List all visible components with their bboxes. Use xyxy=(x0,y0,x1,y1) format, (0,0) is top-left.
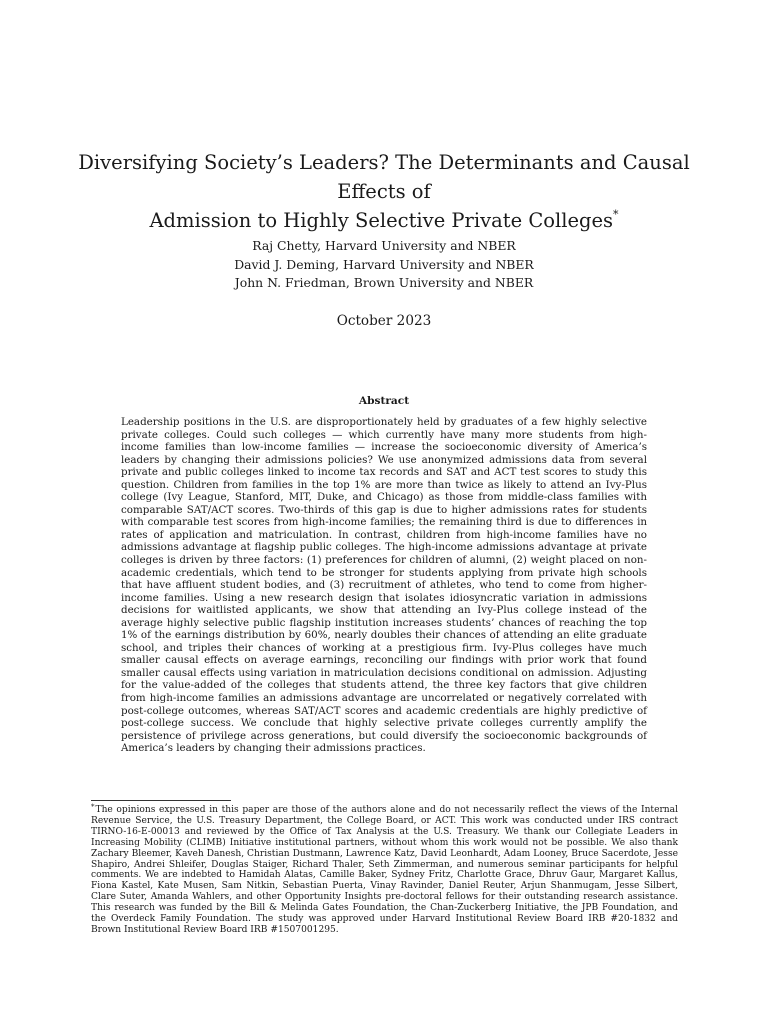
author-1: Raj Chetty, Harvard University and NBER xyxy=(252,238,516,253)
paper-title xyxy=(60,148,708,238)
publication-date: October 2023 xyxy=(336,313,432,329)
footnote xyxy=(91,805,678,936)
author-2: David J. Deming, Harvard University and NBER xyxy=(234,256,534,272)
author-list xyxy=(84,237,684,293)
footnote-mark: * xyxy=(91,803,95,811)
footnote-divider xyxy=(91,800,231,801)
abstract-text: Leadership positions in the U.S. are disproportionately held by graduates of a few highly selective private colleges. Could such colleges — which currently have many more students from high-income families than low-income families — increase the socioeconomic diversity of America’s leaders by changing their admissions policies? We use anonymized admissions data from several private and public colleges linked to income tax records and SAT and ACT test scores to study this question. Children from families in the top 1% are more than twice as likely to attend an Ivy-Plus college (Ivy League, Stanford, MIT, Duke, and Chicago) as those from middle-class families with comparable SAT/ACT scores. Two-thirds of this gap is due to higher admissions rates for students with comparable test scores from high-income families; the remaining third is due to differences in rates of application and matriculation. In contrast, children from high-income families have no admissions advantage at flagship public colleges. The high-income admissions advantage at private colleges is driven by three factors: (1) preferences for children of alumni, (2) weight placed on non-academic credentials, which tend to be stronger for students applying from private high schools that have affluent student bodies, and (3) recruitment of athletes, who tend to come from higher-income families. Using a new research design that isolates idiosyncratic variation in admissions decisions for waitlisted applicants, we show that attending an Ivy-Plus college instead of the average highly selective public flagship institution increases students’ chances of reaching the top 1% of the earnings distribution by 60%, nearly doubles their chances of attending an elite graduate school, and triples their chances of working at a prestigious firm. Ivy-Plus colleges have much smaller causal effects on average earnings, reconciling our findings with prior work that found smaller causal effects using variation in matriculation decisions conditional on admission. Adjusting for the value-added of the colleges that students attend, the three key factors that give children from high-income families an admissions advantage are uncorrelated or negatively correlated with post-college outcomes, whereas SAT/ACT scores and academic credentials are highly predictive of post-college success. We conclude that highly selective private colleges currently amplify the persistence of privilege across generations, but could diversify the socioeconomic backgrounds of America’s leaders by changing their admissions practices. xyxy=(121,416,647,755)
title-footnote-mark: * xyxy=(613,208,619,221)
abstract-heading: Abstract xyxy=(358,395,410,407)
title-line-2-text: Admission to Highly Selective Private Colleges xyxy=(149,209,614,232)
footnote-text: The opinions expressed in this paper are those of the authors alone and do not necessarily reflect the views of the Internal Revenue Service, the U.S. Treasury Department, the College Board, or ACT. This work was conducted under IRS contract TIRNO-16-E-00013 and reviewed by the Office of Tax Analysis at the U.S. Treasury. We thank our Collegiate Leaders in Increasing Mobility (CLIMB) Initiative institutional partners, without whom this work would not be possible. We also thank Zachary Bleemer, Kaveh Danesh, Christian Dustmann, Lawrence Katz, David Leonhardt, Adam Looney, Bruce Sacerdote, Jesse Shapiro, Andrei Shleifer, Douglas Staiger, Richard Thaler, Seth Zimmerman, and numerous seminar participants for helpful comments. We are indebted to Hamidah Alatas, Camille Baker, Sydney Fritz, Charlotte Grace, Dhruv Gaur, Margaret Kallus, Fiona Kastel, Kate Musen, Sam Nitkin, Sebastian Puerta, Vinay Ravinder, Daniel Reuter, Arjun Shanmugam, Jesse Silbert, Clare Suter, Amanda Wahlers, and other Opportunity Insights pre-doctoral fellows for their outstanding research assistance. This research was funded by the Bill & Melinda Gates Foundation, the Chan-Zuckerberg Initiative, the JPB Foundation, and the Overdeck Family Foundation. The study was approved under Harvard Institutional Review Board IRB #20-1832 and Brown Institutional Review Board IRB #1507001295. xyxy=(91,805,678,935)
author-3: John N. Friedman, Brown University and NBER xyxy=(234,275,534,290)
title-line-1: Diversifying Society’s Leaders? The Determinants and Causal Effects of xyxy=(78,151,690,203)
title-line-2 xyxy=(60,206,708,238)
